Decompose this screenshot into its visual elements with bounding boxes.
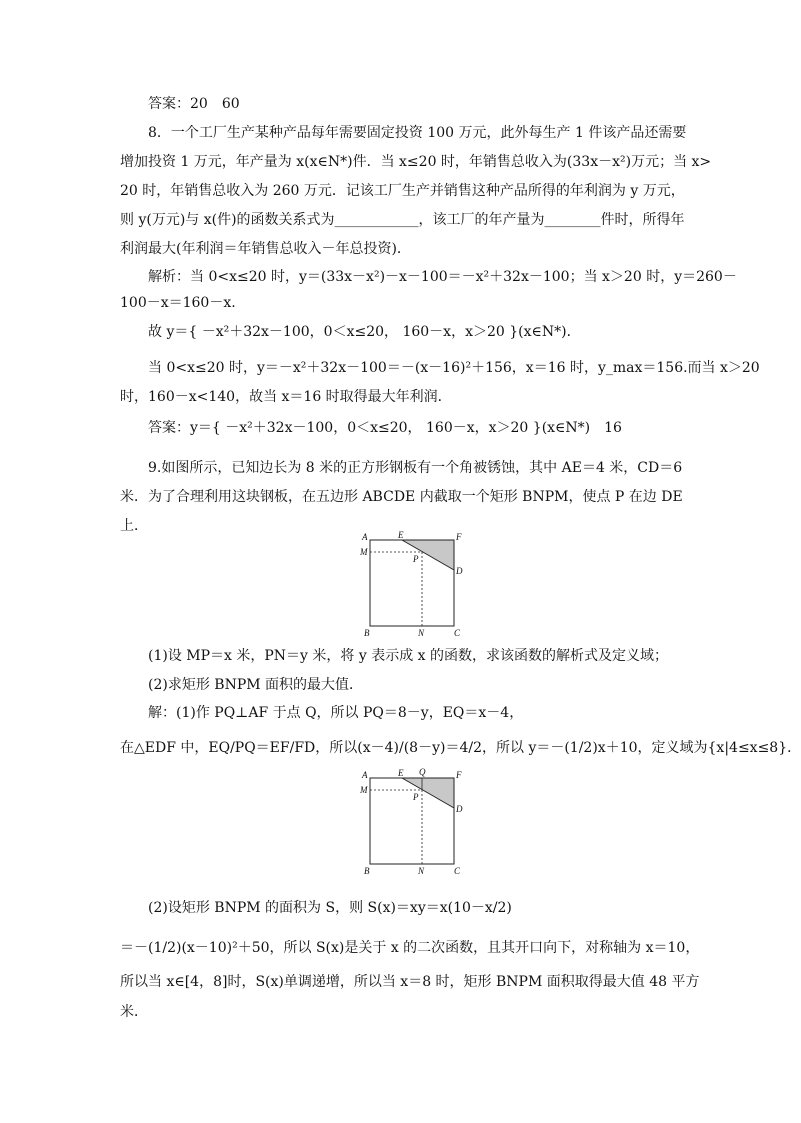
label-P: P	[413, 554, 419, 564]
problem-8-line-5: 利润最大(年利润＝年销售总收入－年总投资)．	[120, 241, 411, 257]
label-B: B	[364, 866, 370, 876]
label-N: N	[418, 628, 425, 638]
problem-8-line-1: 8．一个工厂生产某种产品每年需要固定投资 100 万元，此外每生产 1 件该产品还需要	[148, 125, 687, 141]
solution-8-line-5: 时，160－x<140，故当 x＝16 时取得最大年利润．	[120, 389, 452, 405]
problem-8-line-4: 则 y(万元)与 x(件)的函数关系式为____________，该工厂的年产量为________件时，所得年	[120, 212, 685, 228]
label-N: N	[418, 866, 425, 876]
label-M: M	[360, 547, 368, 557]
label-E: E	[398, 530, 404, 540]
solution-9-line-5: 所以当 x∈[4，8]时，S(x)单调递增，所以当 x＝8 时，矩形 BNPM 面积取得最大值 48 平方	[120, 974, 700, 990]
solution-9-line-4: ＝－(1/2)(x－10)²＋50，所以 S(x)是关于 x 的二次函数，且其开口向下，对称轴为 x＝10，	[120, 940, 700, 956]
figure-square-plate-with-Q	[350, 768, 470, 878]
solution-9-line-1: 解：(1)作 PQ⊥AF 于点 Q，所以 PQ＝8－y，EQ＝x－4，	[148, 705, 524, 721]
label-F: F	[456, 532, 462, 542]
label-C: C	[454, 628, 461, 638]
problem-9-question-1: (1)设 MP＝x 米，PN＝y 米，将 y 表示成 x 的函数，求该函数的解析式及定义域；	[148, 648, 669, 664]
label-A: A	[362, 532, 368, 542]
label-D: D	[456, 804, 463, 814]
solution-8-line-1: 解析：当 0<x≤20 时，y＝(33x－x²)－x－100＝－x²＋32x－100；当 x＞20 时，y＝260－	[148, 269, 737, 285]
solution-9-line-3: (2)设矩形 BNPM 的面积为 S，则 S(x)＝xy＝x(10－x/2)	[148, 900, 512, 916]
problem-9-question-2: (2)求矩形 BNPM 面积的最大值．	[148, 677, 364, 693]
label-C: C	[454, 866, 461, 876]
label-M: M	[360, 785, 368, 795]
solution-8-line-2: 100－x＝160－x.	[120, 295, 236, 311]
label-Q: Q	[419, 767, 426, 777]
label-D: D	[456, 566, 463, 576]
label-B: B	[364, 628, 370, 638]
problem-8-line-3: 20 时，年销售总收入为 260 万元．记该工厂生产并销售这种产品所得的年利润为 y 万元，	[120, 183, 685, 199]
answer-8: 答案：y＝{ －x²＋32x－100，0＜x≤20， 160－x，x＞20 }(x∈N*) 16	[148, 420, 622, 436]
solution-9-line-2: 在△EDF 中，EQ/PQ＝EF/FD，所以(x－4)/(8－y)＝4/2，所以 y＝－(1/2)x＋10，定义域为{x|4≤x≤8}．	[120, 740, 801, 756]
answer-7: 答案：20 60	[148, 96, 240, 112]
label-A: A	[362, 770, 368, 780]
problem-9-line-3: 上．	[120, 518, 148, 534]
solution-9-line-6: 米．	[120, 1004, 148, 1020]
label-F: F	[456, 770, 462, 780]
figure-square-plate	[350, 530, 470, 640]
solution-8-line-4: 当 0<x≤20 时，y＝－x²＋32x－100＝－(x－16)²＋156，x＝16 时，y_max＝156.而当 x＞20	[148, 360, 760, 376]
problem-9-line-2: 米．为了合理利用这块钢板，在五边形 ABCDE 内截取一个矩形 BNPM，使点 P 在边 DE	[120, 489, 683, 505]
problem-9-line-1: 9.如图所示，已知边长为 8 米的正方形钢板有一个角被锈蚀，其中 AE＝4 米，CD＝6	[148, 460, 683, 476]
problem-8-line-2: 增加投资 1 万元，年产量为 x(x∈N*)件．当 x≤20 时，年销售总收入为(33x－x²)万元；当 x>	[120, 154, 712, 170]
solution-8-piecewise: 故 y＝{ －x²＋32x－100，0＜x≤20， 160－x，x＞20 }(x∈N*)．	[148, 324, 581, 340]
label-P: P	[413, 792, 419, 802]
label-E: E	[398, 768, 404, 778]
